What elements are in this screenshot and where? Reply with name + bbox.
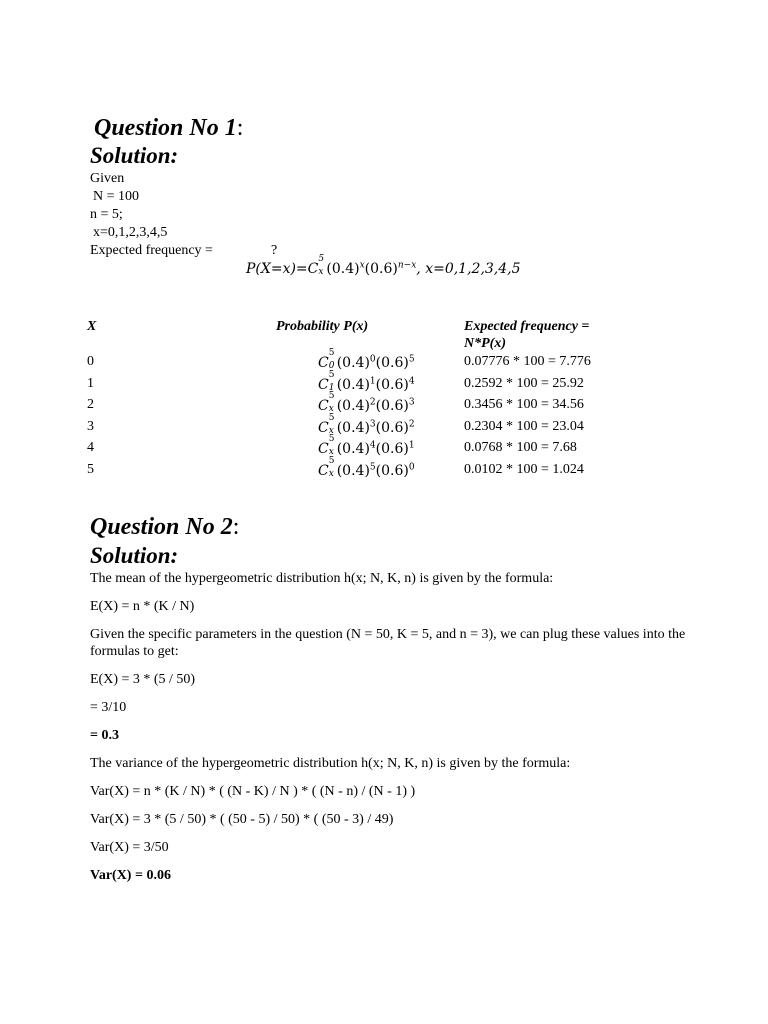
table-cell-x: 3 (87, 419, 94, 434)
p-exp: 0 (369, 354, 376, 365)
c-sub: x (328, 447, 334, 457)
mean-result: = 0.3 (90, 728, 119, 743)
q-exp: 4 (408, 376, 415, 387)
q-base: (0.6) (375, 398, 409, 414)
binomial-formula (246, 254, 521, 278)
question-1-colon: : (236, 115, 244, 141)
table-cell-x: 4 (87, 440, 94, 455)
q-exp: 2 (408, 419, 415, 430)
c-letter: C (318, 355, 329, 371)
c-letter: C (318, 441, 329, 457)
table-cell-expected-frequency: 0.2304 * 100 = 23.04 (464, 419, 584, 434)
formula-lhs: P(X=x)=C (246, 261, 319, 277)
q-exp: 3 (408, 397, 415, 408)
p-exp: 2 (369, 397, 376, 408)
given-n: n = 5; (90, 207, 123, 222)
header-expected-frequency-formula: N*P(x) (464, 336, 506, 351)
formula-p-exp: x (359, 260, 365, 271)
c-sup: 5 (328, 413, 335, 423)
c-sup: 5 (328, 434, 335, 444)
table-cell-expected-frequency: 0.3456 * 100 = 34.56 (464, 397, 584, 412)
c-sub: x (328, 404, 334, 414)
p-exp: 1 (369, 376, 376, 387)
p-base: (0.4) (336, 420, 370, 436)
table-cell-probability (318, 456, 415, 480)
table-cell-x: 1 (87, 376, 94, 391)
table-cell-x: 2 (87, 397, 94, 412)
p-exp: 3 (369, 419, 376, 430)
formula-rest: , x=0,1,2,3,4,5 (416, 261, 521, 277)
table-cell-expected-frequency: 0.2592 * 100 = 25.92 (464, 376, 584, 391)
table-cell-expected-frequency: 0.07776 * 100 = 7.776 (464, 354, 591, 369)
c-sup: 5 (328, 456, 335, 466)
c-sup: 5 (328, 370, 335, 380)
c-sub: 1 (328, 383, 335, 393)
variance-fraction: Var(X) = 3/50 (90, 840, 169, 855)
variance-substitution: Var(X) = 3 * (5 / 50) * ( (50 - 5) / 50) * ( (50 - 3) / 49) (90, 812, 394, 827)
variance-formula: Var(X) = n * (K / N) * ( (N - K) / N ) * ( (N - n) / (N - 1) ) (90, 784, 416, 799)
c-letter: C (318, 377, 329, 393)
c-sup: 5 (328, 391, 335, 401)
q-base: (0.6) (375, 463, 409, 479)
c-letter: C (318, 420, 329, 436)
question-mark: ? (271, 243, 278, 258)
p-base: (0.4) (336, 398, 370, 414)
question-2-heading (90, 513, 239, 541)
variance-result: Var(X) = 0.06 (90, 868, 171, 883)
q-base: (0.6) (375, 355, 409, 371)
formula-c-sup: 5 (318, 254, 325, 264)
q-exp: 0 (408, 462, 415, 473)
p-exp: 4 (369, 440, 376, 451)
given-x-values: x=0,1,2,3,4,5 (93, 225, 168, 240)
c-sub: x (328, 469, 334, 479)
mean-formula: E(X) = n * (K / N) (90, 599, 195, 614)
given-label: Given (90, 171, 125, 186)
q-base: (0.6) (375, 377, 409, 393)
solution-2-heading: Solution: (90, 543, 179, 568)
variance-intro: The variance of the hypergeometric distribution h(x; N, K, n) is given by the formula: (90, 756, 571, 771)
c-sub: x (328, 426, 334, 436)
header-x: X (87, 319, 97, 334)
question-2-colon: : (232, 514, 240, 540)
formula-q-exp: n−x (397, 260, 417, 271)
expected-frequency-label: Expected frequency = (90, 243, 213, 258)
formula-q: (0.6) (364, 261, 398, 277)
question-2-title: Question No 2 (90, 514, 233, 540)
c-sub: 0 (328, 361, 335, 371)
table-cell-expected-frequency: 0.0102 * 100 = 1.024 (464, 462, 584, 477)
formula-c-sub: x (318, 267, 324, 277)
q-exp: 1 (408, 440, 415, 451)
table-cell-x: 0 (87, 354, 94, 369)
question-1-title: Question No 1 (94, 115, 237, 141)
p-base: (0.4) (336, 463, 370, 479)
c-sup: 5 (328, 348, 335, 358)
formula-p: (0.4) (326, 261, 360, 277)
question-1-heading (94, 114, 243, 142)
table-cell-x: 5 (87, 462, 94, 477)
solution-1-heading: Solution: (90, 143, 179, 168)
mean-fraction: = 3/10 (90, 700, 127, 715)
header-expected-frequency: Expected frequency = (464, 319, 590, 334)
q-base: (0.6) (375, 420, 409, 436)
p-base: (0.4) (336, 377, 370, 393)
mean-intro: The mean of the hypergeometric distribution h(x; N, K, n) is given by the formula: (90, 571, 554, 586)
q-exp: 5 (408, 354, 415, 365)
header-probability: Probability P(x) (276, 319, 369, 334)
parameters-line-2: formulas to get: (90, 644, 179, 659)
c-letter: C (318, 398, 329, 414)
p-base: (0.4) (336, 355, 370, 371)
p-exp: 5 (369, 462, 376, 473)
parameters-line-1: Given the specific parameters in the question (N = 50, K = 5, and n = 3), we can plug these values into the (90, 627, 686, 642)
c-letter: C (318, 463, 329, 479)
q-base: (0.6) (375, 441, 409, 457)
table-cell-expected-frequency: 0.0768 * 100 = 7.68 (464, 440, 577, 455)
mean-substitution: E(X) = 3 * (5 / 50) (90, 672, 196, 687)
p-base: (0.4) (336, 441, 370, 457)
given-N: N = 100 (93, 189, 140, 204)
